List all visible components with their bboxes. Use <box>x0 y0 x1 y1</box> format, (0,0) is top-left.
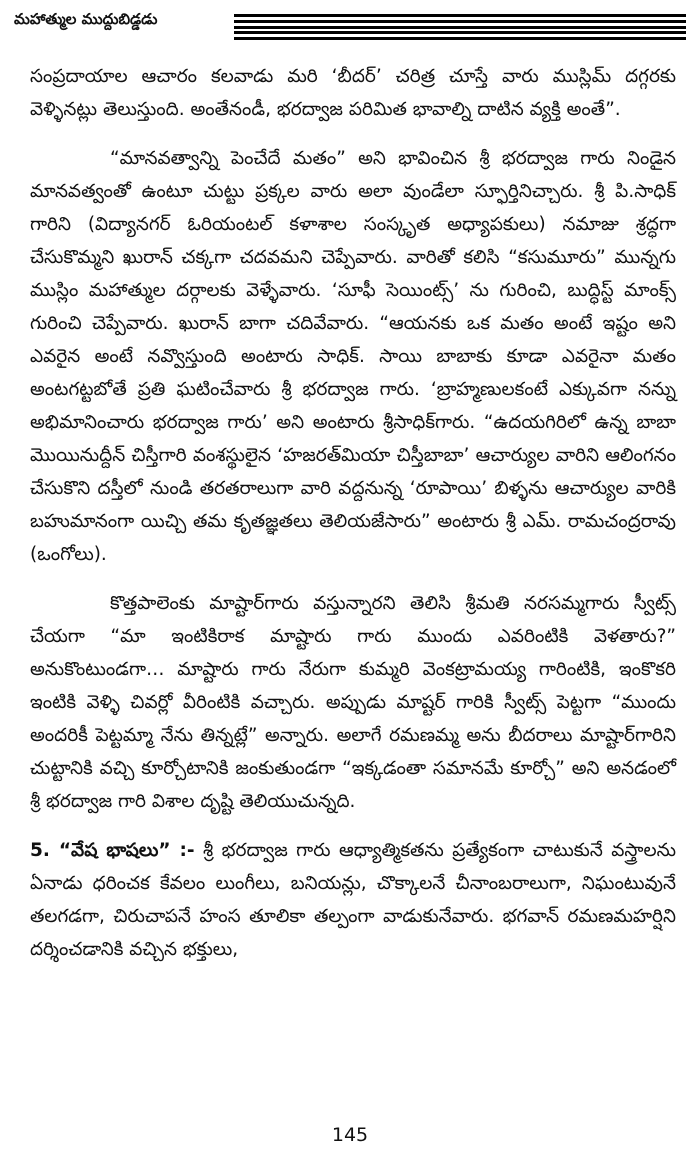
page-number: 145 <box>331 1124 369 1146</box>
page-header <box>14 6 686 42</box>
section-heading: 5. “వేష భాషలు” :- <box>30 840 195 861</box>
section-text: శ్రీ భరద్వాజ గారు ఆధ్యాత్మికతను ప్రత్యేకంగా చాటుకునే వస్త్రాలను ఏనాడు ధరించక కేవలం లుంగీలు, బనియన్లు, చొక్కాలనే చీనాంబరాలుగా, నిఘంటువునే తలగడగా, చిరుచాపనే హంస తూలికా తల్పంగా వాడుకునేవారు. భగవాన్ రమణమహర్షిని దర్శించడానికి వచ్చిన భక్తులు, <box>30 840 676 960</box>
header-rule-line <box>234 31 686 34</box>
header-rules <box>234 14 686 40</box>
running-title: మహాత్ముల ముద్దుబిడ్డడు <box>14 10 158 28</box>
header-rule-line <box>234 14 686 17</box>
paragraph-continuation: సంప్రదాయాల ఆచారం కలవాడు మరి ‘బీదర్’ చరిత్ర చూస్తే వారు ముస్లిమ్ దగ్గరకు వెళ్ళినట్లు తెలుస్తుంది. అంతేనండీ, భరద్వాజ పరిమిత భావాల్ని దాటిన వ్యక్తి అంతే”. <box>30 66 676 120</box>
page-body <box>30 60 676 966</box>
header-rule-line <box>234 20 686 23</box>
paragraph-kothapalem: కొత్తపాలెంకు మాష్టార్‌గారు వస్తున్నారని తెలిసి శ్రీమతి నరసమ్మగారు స్వీట్స్ చేయగా “మా ఇంటికిరాక మాష్టారు గారు ముందు ఎవరింటికి వెళతారు?” అనుకొంటుండగా… మాష్టారు గారు నేరుగా కుమ్మరి వెంకట్రామయ్య గారింటికి, ఇంకొకరి ఇంటికి వెళ్ళి చివర్లో వీరింటికి వచ్చారు. అప్పుడు మాష్టర్ గారికి స్వీట్స్ పెట్టగా “ముందు అందరికీ పెట్టమ్మా నేను తిన్నట్లే” అన్నారు. అలాగే రమణమ్మ అను బీదరాలు మాష్టార్‌గారిని చుట్టానికి వచ్చి కూర్చోటానికి జంకుతుండగా “ఇక్కడంతా సమానమే కూర్చో” అని అనడంలో శ్రీ భరద్వాజ గారి విశాల దృష్టి తెలియుచున్నది. <box>30 593 676 812</box>
section-5-paragraph <box>30 834 676 966</box>
header-rule-line <box>234 37 686 40</box>
header-rule-line <box>234 26 686 29</box>
paragraph-religion: “మానవత్వాన్ని పెంచేదే మతం” అని భావించిన శ్రీ భరద్వాజ గారు నిండైన మానవత్వంతో ఉంటూ చుట్టు ప్రక్కల వారు అలా వుండేలా స్ఫూర్తినిచ్చారు. శ్రీ పి.సాధిక్ గారిని (విద్యానగర్ ఓరియంటల్ కళాశాల సంస్కృత అధ్యాపకులు) నమాజు శ్రద్ధగా చేసుకొమ్మని ఖురాన్ చక్కగా చదవమని చెప్పేవారు. వారితో కలిసి “కసుమూరు” మున్నగు ముస్లిం మహాత్ముల దర్గాలకు వెళ్ళేవారు. ‘సూఫీ సెయింట్స్’ ను గురించి, బుద్ధిస్ట్ మాంక్స్ గురించి చెప్పేవారు. ఖురాన్ బాగా చదివేవారు. “ఆయనకు ఒక మతం అంటే ఇష్టం అని ఎవరైన అంటే నవ్వొస్తుంది అంటారు సాధిక్. సాయి బాబాకు కూడా ఎవరైనా మతం అంటగట్టబోతే ప్రతి ఘటించేవారు శ్రీ భరద్వాజ గారు. ‘బ్రాహ్మణులకంటే ఎక్కువగా నన్ను అభిమానించారు భరద్వాజ గారు’ అని అంటారు శ్రీసాధిక్‌గారు. “ఉదయగిరిలో ఉన్న బాబా మొయినుద్దీన్ చిస్తీగారి వంశస్థులైన ‘హజరత్‌మియా చిస్తీబాబా’ ఆచార్యుల వారిని ఆలింగనం చేసుకొని దస్తీలో నుండి తరతరాలుగా వారి వద్దనున్న ‘రూపాయి’ బిళ్ళను ఆచార్యుల వారికి బహుమానంగా యిచ్చి తమ కృతజ్ఞతలు తెలియజేసారు” అంటారు శ్రీ ఎమ్. రామచంద్రరావు (ఒంగోలు). <box>30 148 676 565</box>
